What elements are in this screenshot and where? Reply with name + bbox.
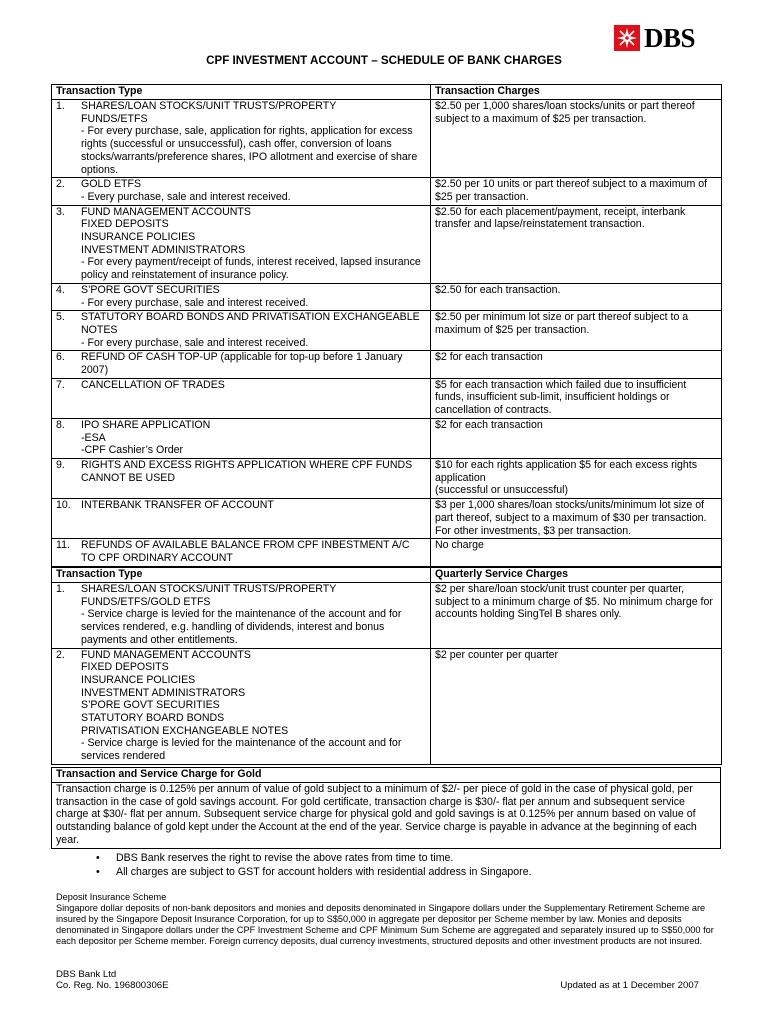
transaction-type-cell [52, 311, 431, 351]
charge-cell: No charge [431, 539, 722, 566]
header-transaction-type: Transaction Type [52, 85, 431, 100]
company-reg-no: Co. Reg. No. 196800306E [56, 980, 169, 991]
company-name: DBS Bank Ltd [56, 969, 117, 980]
note-text: All charges are subject to GST for account holders with residential address in Singapore. [116, 865, 532, 878]
logo-text: DBS [644, 23, 696, 53]
transaction-type-text: S’PORE GOVT SECURITIES - For every purchase, sale and interest received. [81, 283, 309, 309]
row-number: 1. [56, 583, 65, 595]
table-header-row [52, 85, 722, 100]
transaction-type-cell [52, 583, 431, 649]
transaction-type-text: REFUNDS OF AVAILABLE BALANCE FROM CPF INBESTMENT A/C TO CPF ORDINARY ACCOUNT [81, 539, 410, 564]
transaction-type-cell [52, 378, 431, 418]
table-row [52, 178, 722, 205]
transaction-type-text: GOLD ETFS - Every purchase, sale and interest received. [81, 178, 291, 203]
charge-cell: $2.50 per 1,000 shares/loan stocks/units or part thereof subject to a maximum of $25 per transaction. [431, 100, 722, 178]
table-row [52, 539, 722, 566]
row-number: 3. [56, 205, 65, 218]
transaction-type-cell [52, 205, 431, 283]
transaction-type-cell [52, 100, 431, 178]
row-number: 1. [56, 100, 65, 112]
note-item [96, 852, 716, 866]
charge-cell: $2 per counter per quarter [431, 648, 722, 764]
gold-charges-table [51, 767, 721, 849]
quarterly-service-charges-table [51, 567, 722, 765]
transaction-type-text: SHARES/LOAN STOCKS/UNIT TRUSTS/PROPERTY FUNDS/ETFS/GOLD ETFS - Service charge is levied for the maintenance of the account and for services rendered, e.g. handling of dividends, interest and bonus payments and other entitlements. [81, 583, 402, 646]
transaction-type-text: IPO SHARE APPLICATION -ESA -CPF Cashier’s Order [81, 418, 211, 457]
table-row [52, 499, 722, 539]
charge-cell: $10 for each rights application $5 for each excess rights application (successful or unsuccessful) [431, 458, 722, 498]
dbs-star-icon [614, 25, 640, 51]
transaction-type-cell [52, 418, 431, 458]
table-row [52, 351, 722, 378]
charge-cell: $2 per share/loan stock/unit trust counter per quarter, subject to a minimum charge of $5. No minimum charge for accounts holding SingTel B shares only. [431, 583, 722, 649]
charge-cell: $5 for each transaction which failed due to insufficient funds, insufficient sub-limit, insufficient holdings or cancellation of contracts. [431, 378, 722, 418]
table-row [52, 418, 722, 458]
transaction-type-cell [52, 648, 431, 764]
note-item [96, 866, 716, 880]
row-number: 11. [56, 539, 70, 552]
charge-cell: $2.50 per minimum lot size or part thereof subject to a maximum of $25 per transaction. [431, 311, 722, 351]
note-text: DBS Bank reserves the right to revise the above rates from time to time. [116, 852, 454, 864]
transaction-type-cell [52, 351, 431, 378]
charge-cell: $2 for each transaction [431, 351, 722, 378]
transaction-type-text: RIGHTS AND EXCESS RIGHTS APPLICATION WHERE CPF FUNDS CANNOT BE USED [81, 458, 413, 484]
dbs-logo [614, 24, 695, 52]
header-transaction-type: Transaction Type [52, 568, 431, 583]
charge-cell: $3 per 1,000 shares/loan stocks/units/minimum lot size of part thereof, subject to a maximum of $30 per transaction. For other investments, $3 per transaction. [431, 499, 722, 539]
transaction-type-cell [52, 458, 431, 498]
row-number: 2. [56, 648, 65, 661]
table-row [52, 648, 722, 764]
table-row [52, 205, 722, 283]
deposit-insurance-section [56, 892, 720, 947]
transaction-type-cell [52, 178, 431, 205]
row-number: 6. [56, 351, 65, 364]
transaction-type-text: INTERBANK TRANSFER OF ACCOUNT [81, 499, 274, 512]
table-row [52, 458, 722, 498]
deposit-insurance-heading: Deposit Insurance Scheme [56, 892, 167, 902]
gold-charges-header: Transaction and Service Charge for Gold [52, 768, 721, 783]
row-number: 8. [56, 418, 65, 431]
header-quarterly-service-charges: Quarterly Service Charges [431, 568, 722, 583]
table-header-row [52, 568, 722, 583]
deposit-insurance-text: Singapore dollar deposits of non-bank depositors and monies and deposits denominated in Singapore dollars under the Supplementary Retirement Scheme are insured by the Singapore Deposit Insurance Corporation, for up to S$50,000 in aggregate per depositor per Scheme member by law. Monies and deposits denominated in Singapore dollars under the CPF Investment Scheme and CPF Minimum Sum Scheme are aggregated and separately insured up to S$50,000 for each depositor per Scheme member. Foreign currency deposits, dual currency investments, structured deposits and other investment products are not insured. [56, 902, 714, 946]
row-number: 7. [56, 378, 65, 391]
transaction-type-text: STATUTORY BOARD BONDS AND PRIVATISATION EXCHANGEABLE NOTES - For every purchase, sale and interest received. [81, 311, 420, 349]
transaction-type-cell [52, 539, 431, 566]
table-row [52, 283, 722, 310]
transaction-type-cell [52, 283, 431, 310]
gold-charges-text: Transaction charge is 0.125% per annum of value of gold subject to a minimum of $2/- per piece of gold in the case of physical gold, per transaction in the case of gold savings account. For gold certificate, transaction charge is $30/- flat per annum and subsequent service charge at $30/- flat per annum. Subsequent service charge for physical gold and gold savings is at 0.125% per annum based on value of outstanding balance of gold kept under the Account at the end of the year. Service charge is payable in advance at the beginning of each year. [52, 783, 721, 849]
transaction-charges-table [51, 84, 722, 567]
transaction-type-text: CANCELLATION OF TRADES [81, 378, 225, 391]
charge-cell: $2 for each transaction [431, 418, 722, 458]
table-row [52, 311, 722, 351]
transaction-type-text: FUND MANAGEMENT ACCOUNTS FIXED DEPOSITS INSURANCE POLICIES INVESTMENT ADMINISTRATORS S’PORE GOVT SECURITIES STATUTORY BOARD BONDS PRIVATISATION EXCHANGEABLE NOTES - Service charge is levied for the maintenance of the account and for services rendered [81, 648, 402, 763]
bullet-icon: • [96, 865, 100, 878]
row-number: 10. [56, 499, 71, 512]
charge-cell: $2.50 for each transaction. [431, 283, 722, 310]
updated-date: Updated as at 1 December 2007 [560, 980, 699, 991]
table-row [52, 100, 722, 178]
row-number: 5. [56, 311, 65, 324]
transaction-type-cell [52, 499, 431, 539]
transaction-type-text: SHARES/LOAN STOCKS/UNIT TRUSTS/PROPERTY FUNDS/ETFS - For every purchase, sale, application for rights, application for excess rights (successful or unsuccessful), cash offer, conversion of loans stocks/warrants/preference shares, IPO allotment and exercise of share options. [81, 100, 418, 176]
charge-cell: $2.50 per 10 units or part thereof subject to a maximum of $25 per transaction. [431, 178, 722, 205]
bullet-icon: • [96, 852, 100, 864]
row-number: 2. [56, 178, 65, 191]
charge-cell: $2.50 for each placement/payment, receipt, interbank transfer and lapse/reinstatement transaction. [431, 205, 722, 283]
row-number: 4. [56, 283, 65, 296]
page-title: CPF INVESTMENT ACCOUNT – SCHEDULE OF BANK CHARGES [206, 54, 562, 67]
footer-company-info [56, 969, 169, 991]
transaction-type-text: REFUND OF CASH TOP-UP (applicable for top-up before 1 January 2007) [81, 351, 403, 377]
header-transaction-charges: Transaction Charges [431, 85, 722, 100]
table-row [52, 378, 722, 418]
transaction-type-text: FUND MANAGEMENT ACCOUNTS FIXED DEPOSITS INSURANCE POLICIES INVESTMENT ADMINISTRATORS - For every payment/receipt of funds, interest received, lapsed insurance policy and reinstatement of insurance policy. [81, 205, 421, 282]
table-row [52, 583, 722, 649]
row-number: 9. [56, 458, 65, 471]
notes-list [96, 852, 716, 879]
